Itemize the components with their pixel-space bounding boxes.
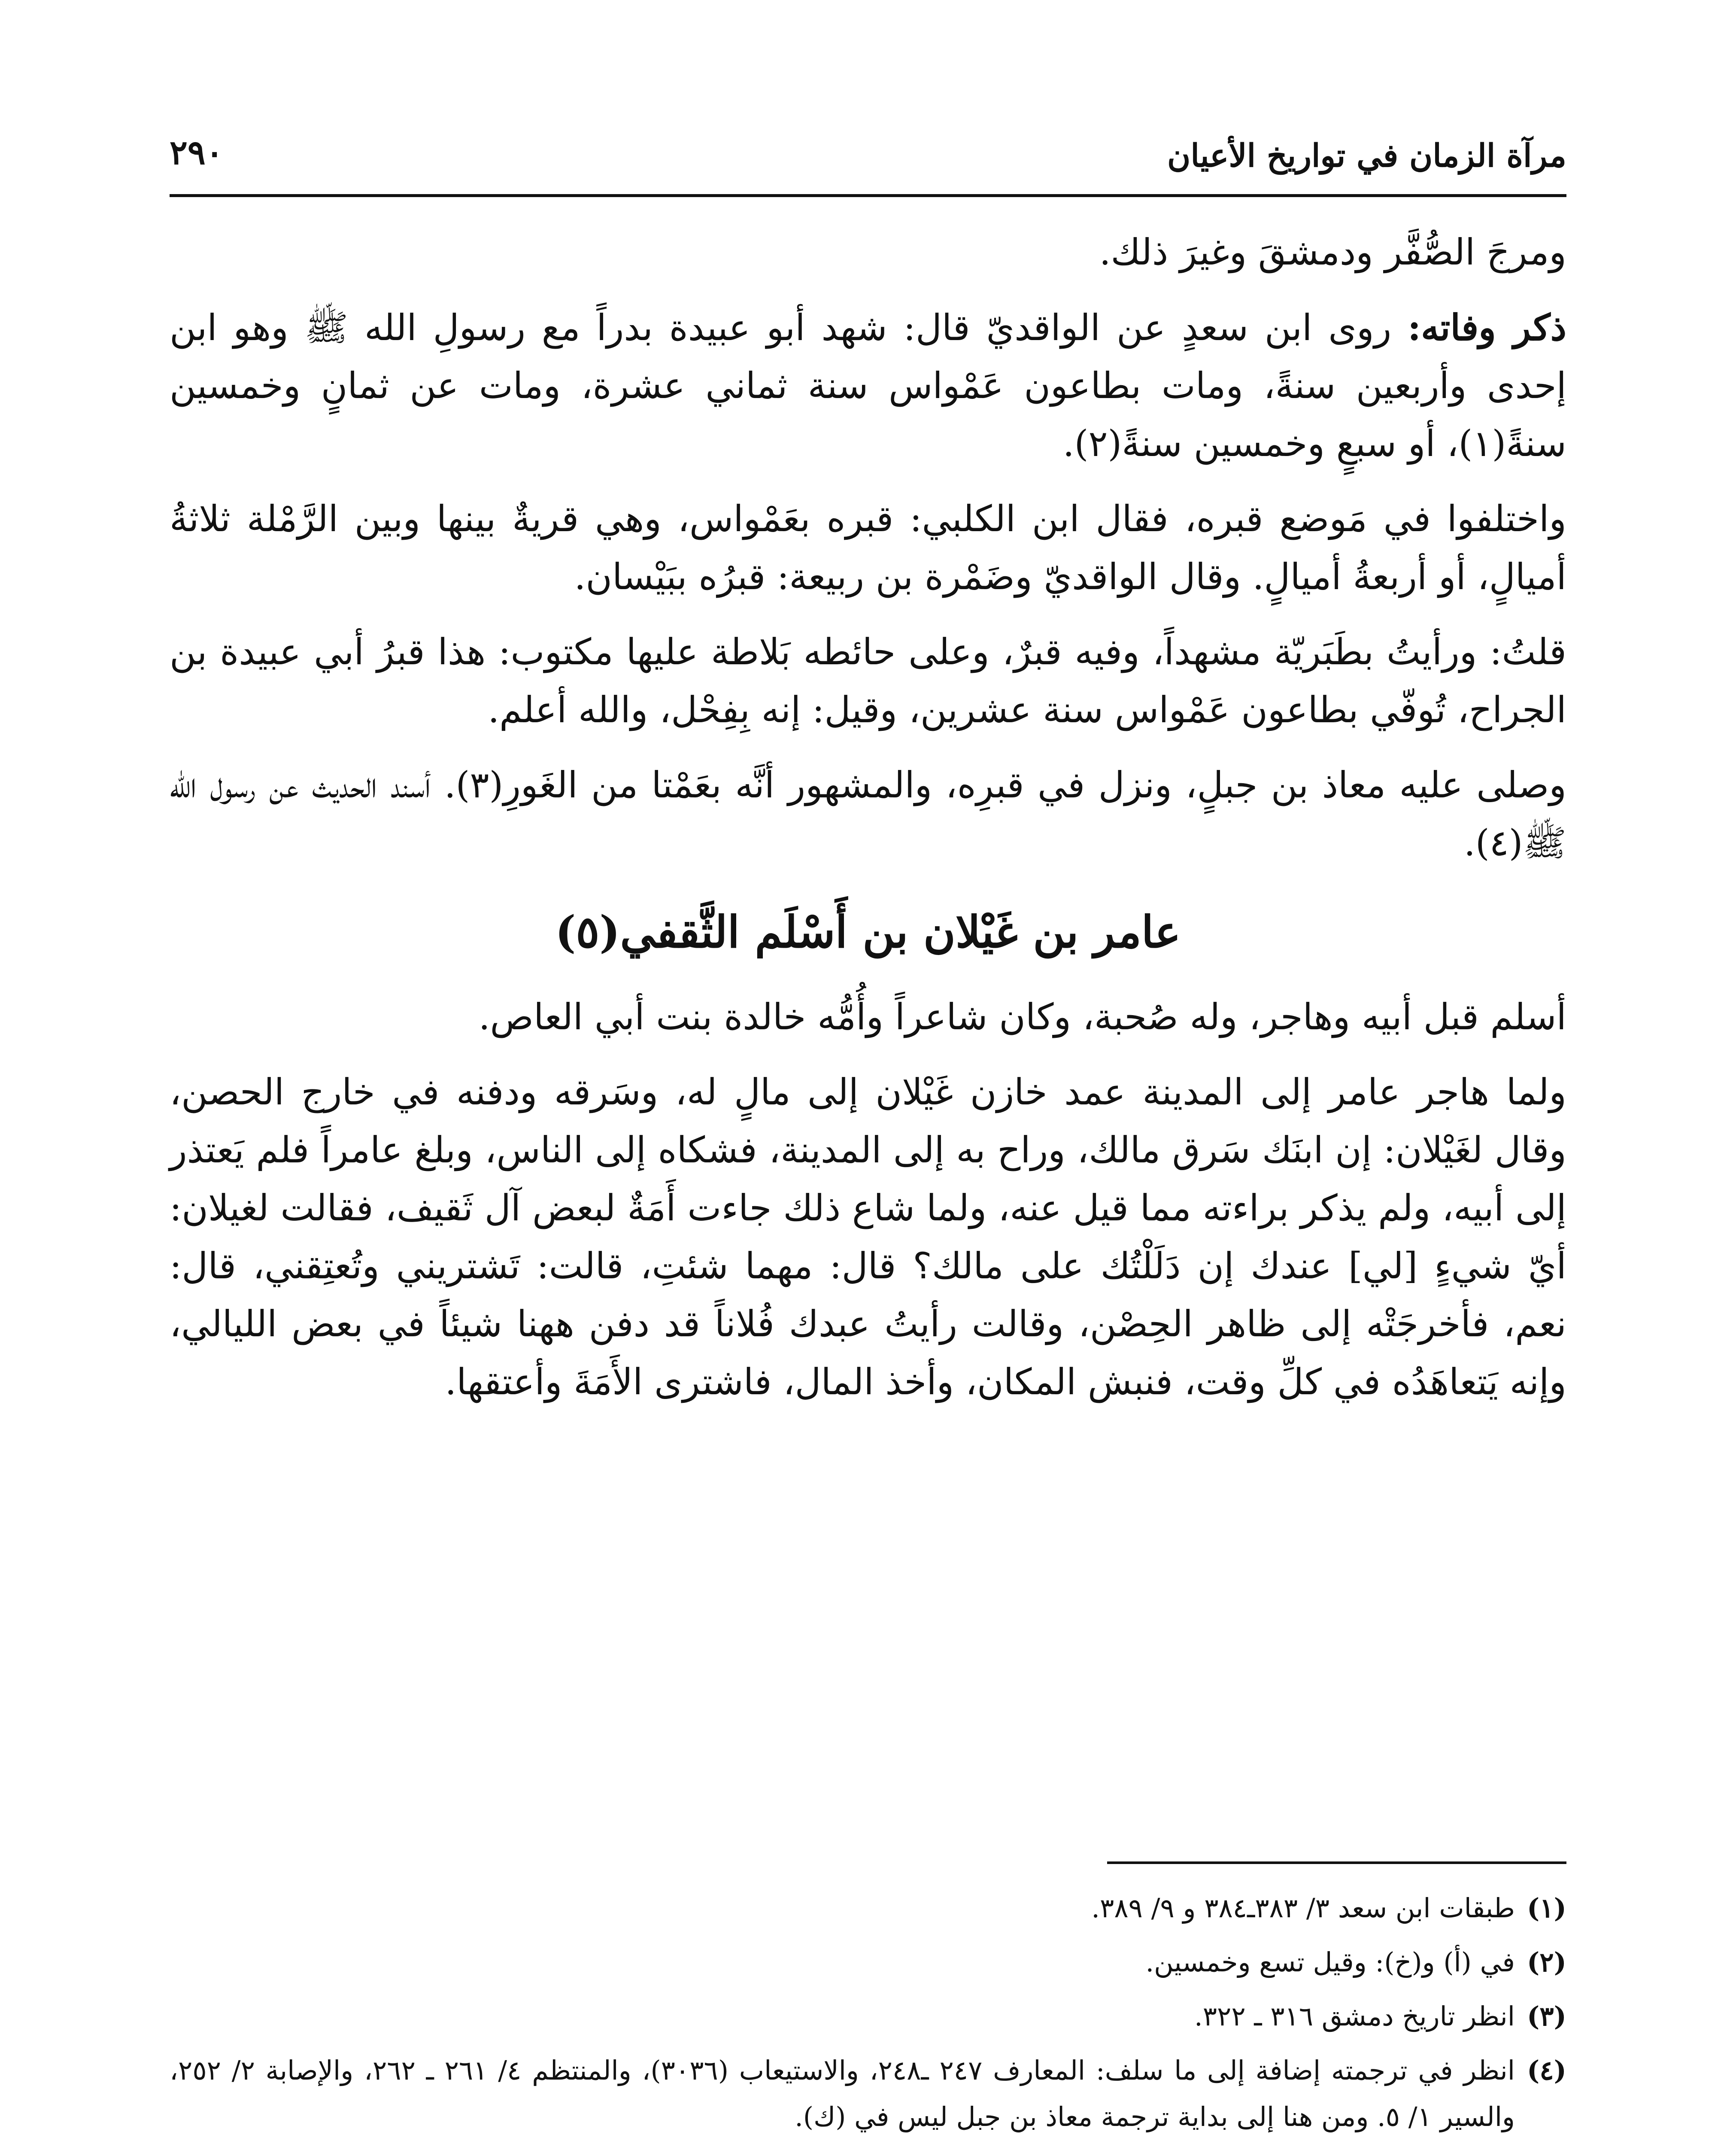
- section-lead: ذكر وفاته:: [1408, 306, 1567, 349]
- running-title: مرآة الزمان في تواريخ الأعيان: [1167, 137, 1566, 174]
- footnote-number: (٣): [1527, 2001, 1566, 2032]
- footnote-text: في (أ) و(خ): وقيل تسع وخمسين.: [1145, 1946, 1515, 1978]
- footnote-text: انظر في ترجمته إضافة إلى ما سلف: المعارف ٢٤٧ ـ٢٤٨، والاستيعاب (٣٠٣٦)، والمنتظم ٤/ ٢٦١ ـ ٢٦٢، والإصابة ٢/ ٢٥٢، والسير ١/ ٥. ومن هنا إلى بداية ترجمة معاذ بن جبل ليس في (ك).: [170, 2055, 1515, 2132]
- paragraph: واختلفوا في مَوضع قبره، فقال ابن الكلبي: قبره بعَمْواس، وهي قريةٌ بينها وبين الرَّمْلة ثلاثةُ أميالٍ، أو أربعةُ أميالٍ. وقال الواقديّ وضَمْرة بن ربيعة: قبرُه ببَيْسان.: [170, 498, 1566, 598]
- footnote-text: طبقات ابن سعد ٣/ ٣٨٣ـ٣٨٤ و ٩/ ٣٨٩.: [1091, 1892, 1515, 1924]
- paragraph-death: [170, 298, 1566, 473]
- footnote-text: انظر تاريخ دمشق ٣١٦ ـ ٣٢٢.: [1194, 2001, 1515, 2032]
- footnote-number: (٤): [1527, 2055, 1566, 2086]
- page-number: ٢٩٠: [170, 133, 224, 172]
- paragraph: وصلى عليه معاذ بن جبلٍ، ونزل في قبرِه، والمشهور أنَّه بعَمْتا من الغَورِ(٣). أسند الحديث عن رسول الله ﷺ(٤).: [170, 764, 1566, 864]
- footnote: [170, 1885, 1566, 1931]
- running-header: [170, 129, 1566, 193]
- paragraph: قلتُ: ورأيتُ بطَبَريّة مشهداً، وفيه قبرٌ، وعلى حائطه بَلاطة عليها مكتوب: هذا قبرُ أبي عبيدة بن الجراح، تُوفّي بطاعون عَمْواس سنة عشرين، وقيل: إنه بِفِحْل، والله أعلم.: [170, 631, 1566, 731]
- footnote-rule: [1107, 1861, 1566, 1864]
- footnote-number: (٢): [1527, 1946, 1566, 1978]
- header-rule: [170, 194, 1566, 197]
- paragraph: ومرجَ الصُّفَّر ودمشقَ وغيرَ ذلك.: [1099, 231, 1566, 273]
- paragraph: ولما هاجر عامر إلى المدينة عمد خازن غَيْلان إلى مالٍ له، وسَرقه ودفنه في خارج الحصن، وقال لغَيْلان: إن ابنَك سَرق مالك، وراح به إلى المدينة، فشكاه إلى الناس، وبلغ عامراً فلم يَعتذر إلى أبيه، ولم يذكر براءته مما قيل عنه، ولما شاع ذلك جاءت أَمَةٌ لبعض آل ثَقيف، فقالت لغيلان: أيّ شيءٍ [لي] عندك إن دَلَلْتُك على مالك؟ قال: مهما شئتِ، قالت: تَشتريني وتُعتِقني، قال: نعم، فأخرجَتْه إلى ظاهر الحِصْن، وقالت رأيتُ عبدك فُلاناً قد دفن ههنا شيئاً في بعض الليالي، وإنه يَتعاهَدُه في كلِّ وقت، فنبش المكان، وأخذ المال، فاشترى الأَمَةَ وأعتقها.: [170, 1071, 1567, 1403]
- paragraph-text: روى ابن سعدٍ عن الواقديّ قال: شهد أبو عبيدة بدراً مع رسولِ الله ﷺ وهو ابن إحدى وأربعين سنةً، ومات بطاعون عَمْواس سنة ثماني عشرة، ومات عن ثمانٍ وخمسين سنةً(١)، أو سبعٍ وخمسين سنةً(٢).: [170, 307, 1566, 465]
- footnote: [170, 1993, 1566, 2040]
- paragraph: أسلم قبل أبيه وهاجر، وله صُحبة، وكان شاعراً وأُمُّه خالدة بنت أبي العاص.: [478, 996, 1566, 1038]
- footnote: [170, 2047, 1566, 2140]
- main-text: [170, 223, 1566, 1428]
- footnote: [170, 1939, 1566, 1986]
- footnote-number: (١): [1527, 1892, 1566, 1924]
- footnotes: [170, 1885, 1566, 2147]
- section-heading: عامر بن غَيْلان بن أَسْلَم الثَّقفي(٥): [555, 906, 1181, 958]
